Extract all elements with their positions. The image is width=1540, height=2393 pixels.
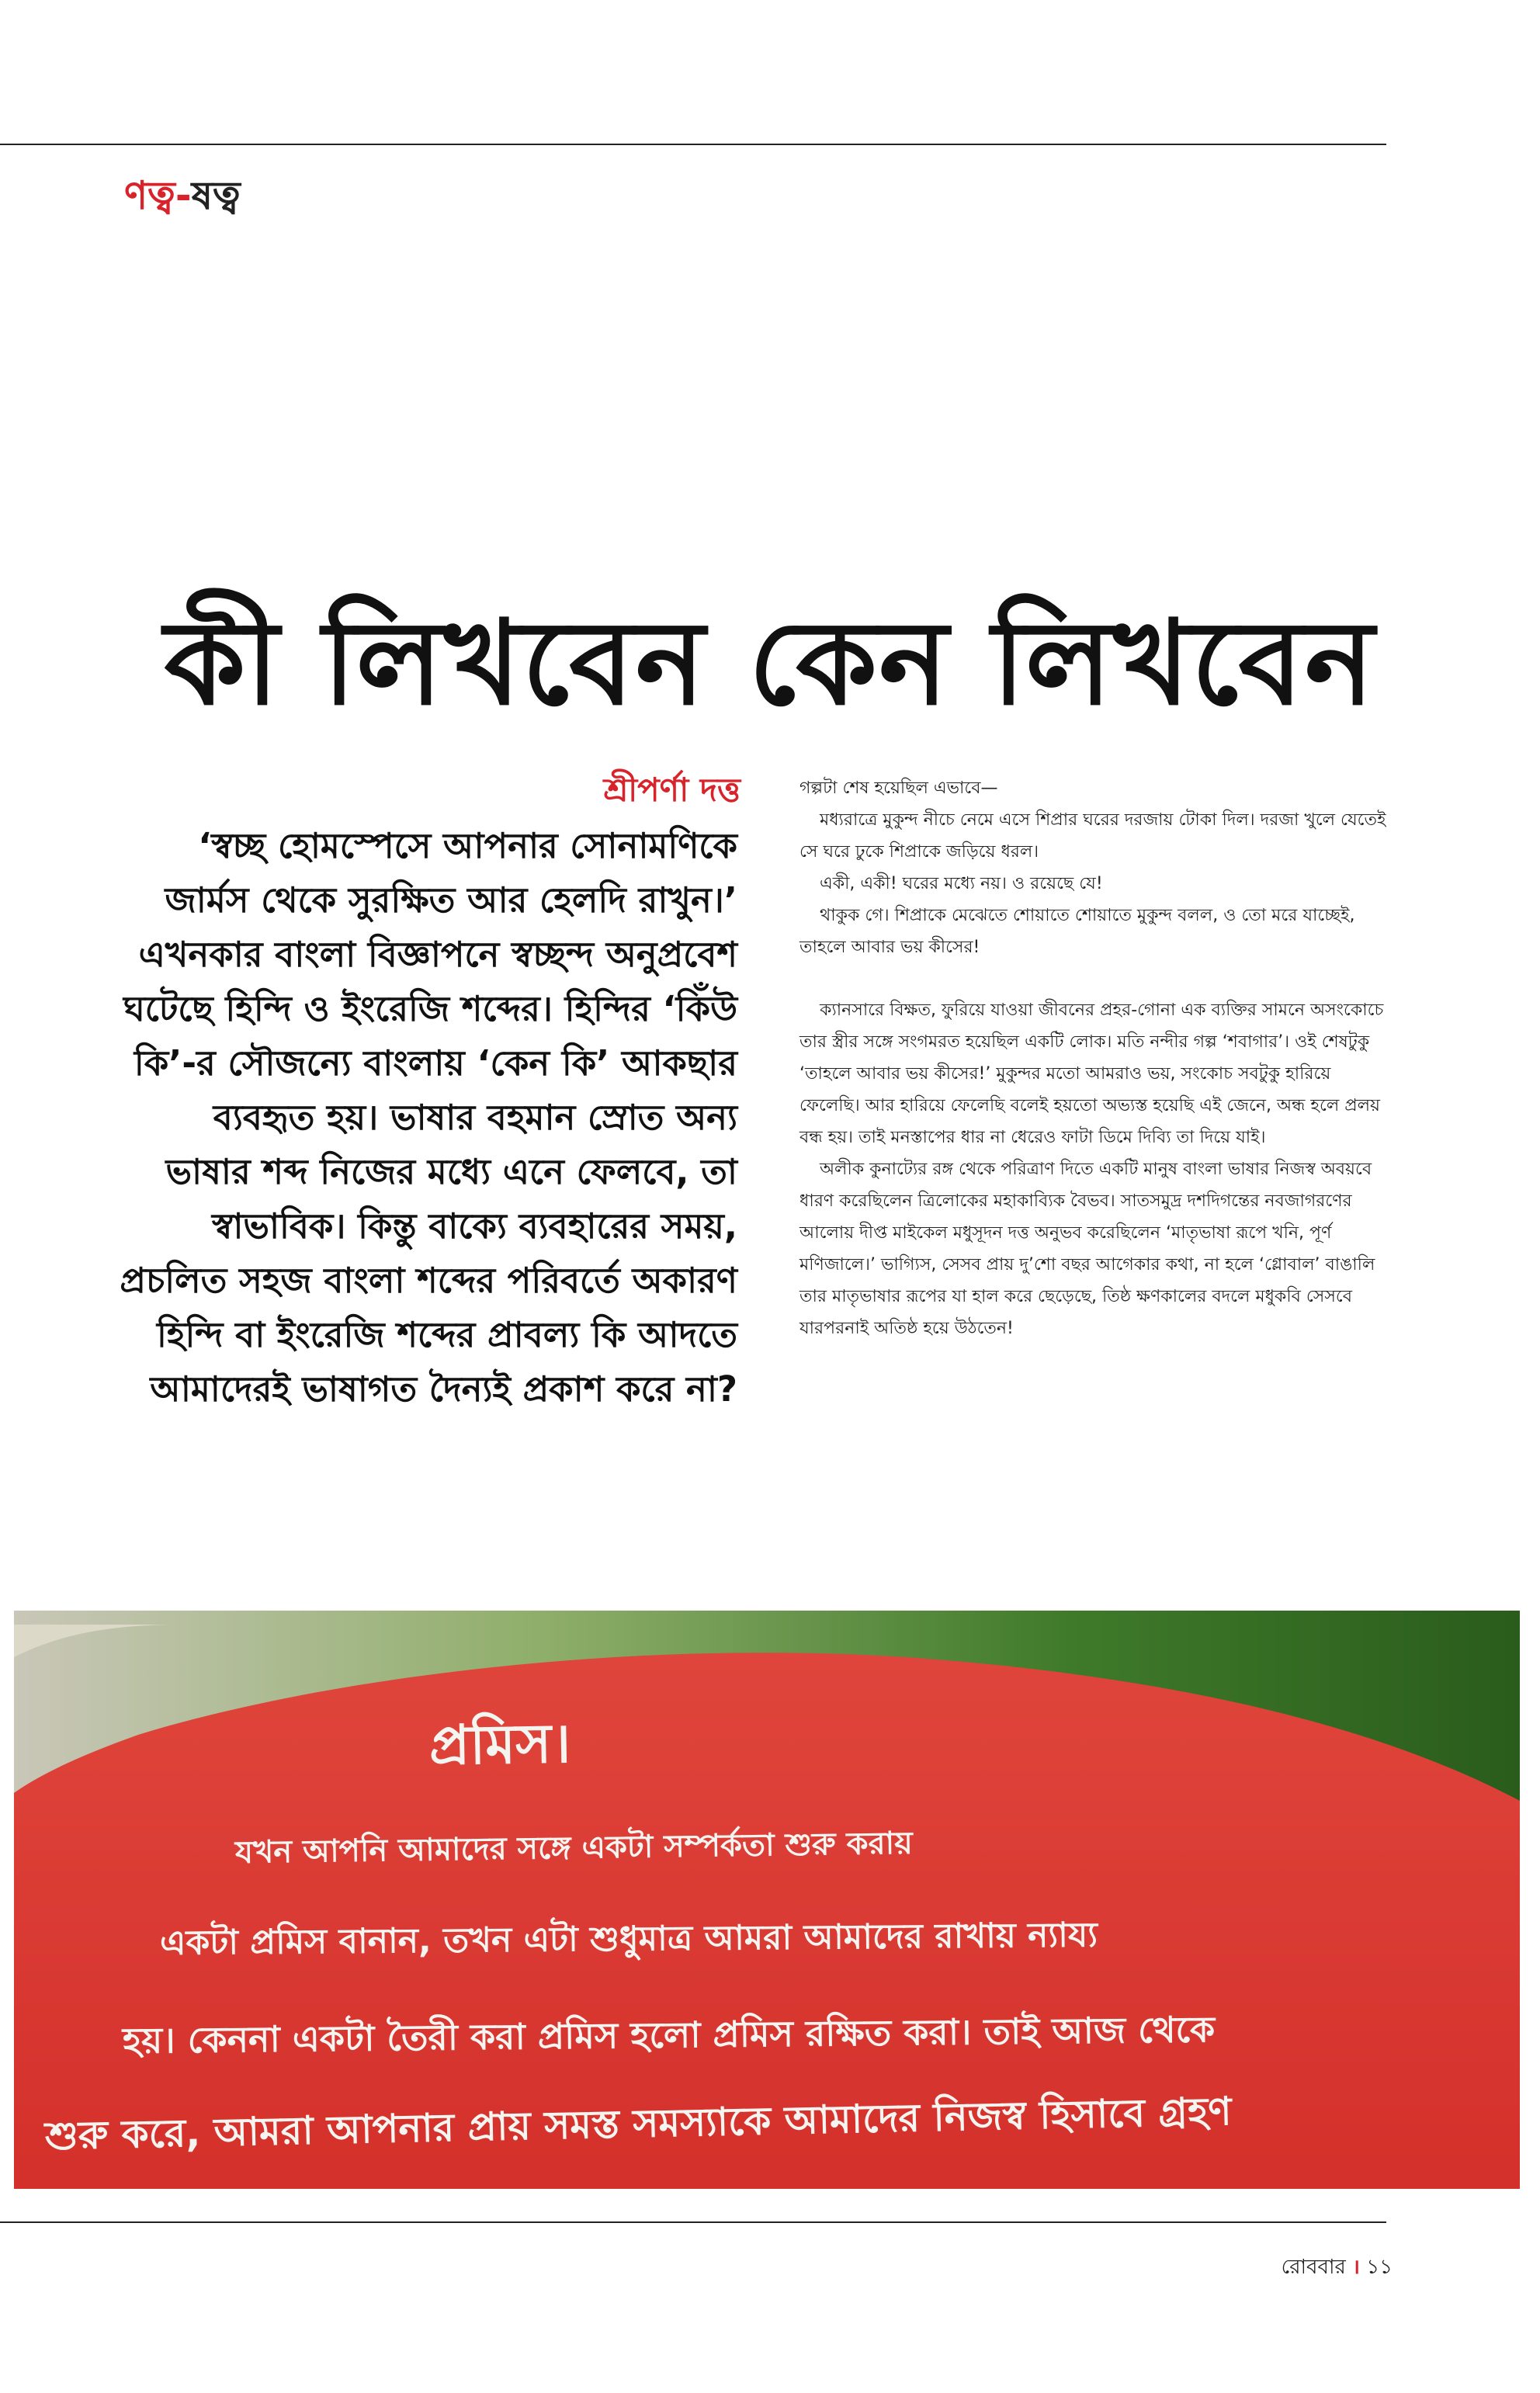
body-paragraph-3: একী, একী! ঘরের মধ্যে নয়। ও রয়েছে যে! <box>820 874 1103 893</box>
page-footer <box>1282 2251 1393 2285</box>
footer-separator: । <box>1352 2256 1360 2279</box>
body-paragraph-1: গল্পটা শেষ হয়েছিল এভাবে— <box>799 779 998 798</box>
bottom-rule <box>0 2221 1386 2223</box>
photo-title: প্রমিস। <box>428 1711 572 1777</box>
photo-text-line-4: শুরু করে, আমরা আপনার প্রায় সমস্ত সমস্যাকে আমাদের নিজস্ব হিসাবে গ্রহণ <box>44 2088 1233 2159</box>
author-byline: শ্রীপর্ণা দত্ত <box>603 771 741 809</box>
section-label <box>124 167 241 231</box>
section-label-dash: - <box>175 173 192 218</box>
page-number: ১১ <box>1366 2256 1393 2279</box>
advertisement-photo <box>14 1611 1520 2189</box>
photo-text-line-2: একটা প্রমিস বানান, তখন এটা শুধুমাত্র আমরা আমাদের রাখায় ন্যায্য <box>159 1915 1098 1963</box>
article-headline: কী লিখবেন কেন লিখবেন <box>164 596 1376 731</box>
body-paragraph-5: ক্যানসারে বিক্ষত, ফুরিয়ে যাওয়া জীবনের প্রহর-গোনা এক ব্যক্তির সামনে অসংকোচে তার স্ত্রীর সঙ্গে সংগমরত হয়েছিল একটি লোক। মতি নন্দীর গল্প ‘শবাগার’। ওই শেষটুকু ‘তাহলে আবার ভয় কীসের!’ মুকুন্দর মতো আমরাও ভয়, সংকোচ সবটুকু হারিয়ে ফেলেছি। আর হারিয়ে ফেলেছি বলেই হয়তো অভ্যস্ত হয়েছি এই জেনে, অন্ধ হলে প্রলয় বন্ধ হয়। তাই মনস্তাপের ধার না ধেরেও ফাটা ডিমে দিব্যি তা দিয়ে যাই। <box>799 1001 1384 1147</box>
body-paragraph-2: মধ্যরাত্রে মুকুন্দ নীচে নেমে এসে শিপ্রার ঘরের দরজায় টোকা দিল। দরজা খুলে যেতেই সে ঘরে ঢুকে শিপ্রাকে জড়িয়ে ধরল। <box>799 810 1386 862</box>
paragraph-gap <box>799 963 1389 994</box>
photo-text-line-3: হয়। কেননা একটা তৈরী করা প্রমিস হলো প্রমিস রক্ষিত করা। তাই আজ থেকে <box>122 2008 1216 2062</box>
lead-paragraph: ‘স্বচ্ছ হোমস্পেসে আপনার সোনামণিকে জার্মস থেকে সুরক্ষিত আর হেলদি রাখুন।’ এখনকার বাংলা বিজ্ঞাপনে স্বচ্ছন্দ অনুপ্রবেশ ঘটেছে হিন্দি ও ইংরেজি শব্দের। হিন্দির ‘কিঁউ কি’-র সৌজন্যে বাংলায় ‘কেন কি’ আকছার ব্যবহৃত হয়। ভাষার বহমান স্রোত অন্য ভাষার শব্দ নিজের মধ্যে এনে ফেলবে, তা স্বাভাবিক। কিন্তু বাক্যে ব্যবহারের সময়, প্রচলিত সহজ বাংলা শব্দের পরিবর্তে অকারণ হিন্দি বা ইংরেজি শব্দের প্রাবল্য কি আদতে আমাদেরই ভাষাগত দৈন্যই প্রকাশ করে না? <box>120 825 737 1410</box>
magazine-name: রোববার <box>1281 2256 1346 2279</box>
body-paragraph-6: অলীক কুনাট্যের রঙ্গ থেকে পরিত্রাণ দিতে একটি মানুষ বাংলা ভাষার নিজস্ব অবয়বে ধারণ করেছিলেন ত্রিলোকের মহাকাব্যিক বৈভব। সাতসমুদ্র দশদিগন্তের নবজাগরণের আলোয় দীপ্ত মাইকেল মধুসূদন দত্ত অনুভব করেছিলেন ‘মাতৃভাষা রূপে খনি, পূর্ণ মণিজালে।’ ভাগ্যিস, সেসব প্রায় দু’শো বছর আগেকার কথা, না হলে ‘গ্লোবাল’ বাঙালি তার মাতৃভাষার রূপের যা হাল করে ছেড়েছে, তিষ্ঠ ক্ষণকালের বদলে মধুকবি সেসবে যারপরনাই অতিষ্ঠ হয়ে উঠতেন! <box>799 1160 1375 1338</box>
body-column <box>799 772 1389 1344</box>
top-rule <box>0 144 1386 145</box>
section-label-part1: ণত্ব <box>124 173 175 218</box>
section-label-part2: ষত্ব <box>191 173 241 218</box>
body-paragraph-4: থাকুক গে। শিপ্রাকে মেঝেতে শোয়াতে শোয়াতে মুকুন্দ বলল, ও তো মরে যাচ্ছেই, তাহলে আবার ভয় কীসের! <box>799 906 1355 957</box>
photo-text-line-1: যখন আপনি আমাদের সঙ্গে একটা সম্পর্কতা শুরু করায় <box>234 1825 914 1871</box>
